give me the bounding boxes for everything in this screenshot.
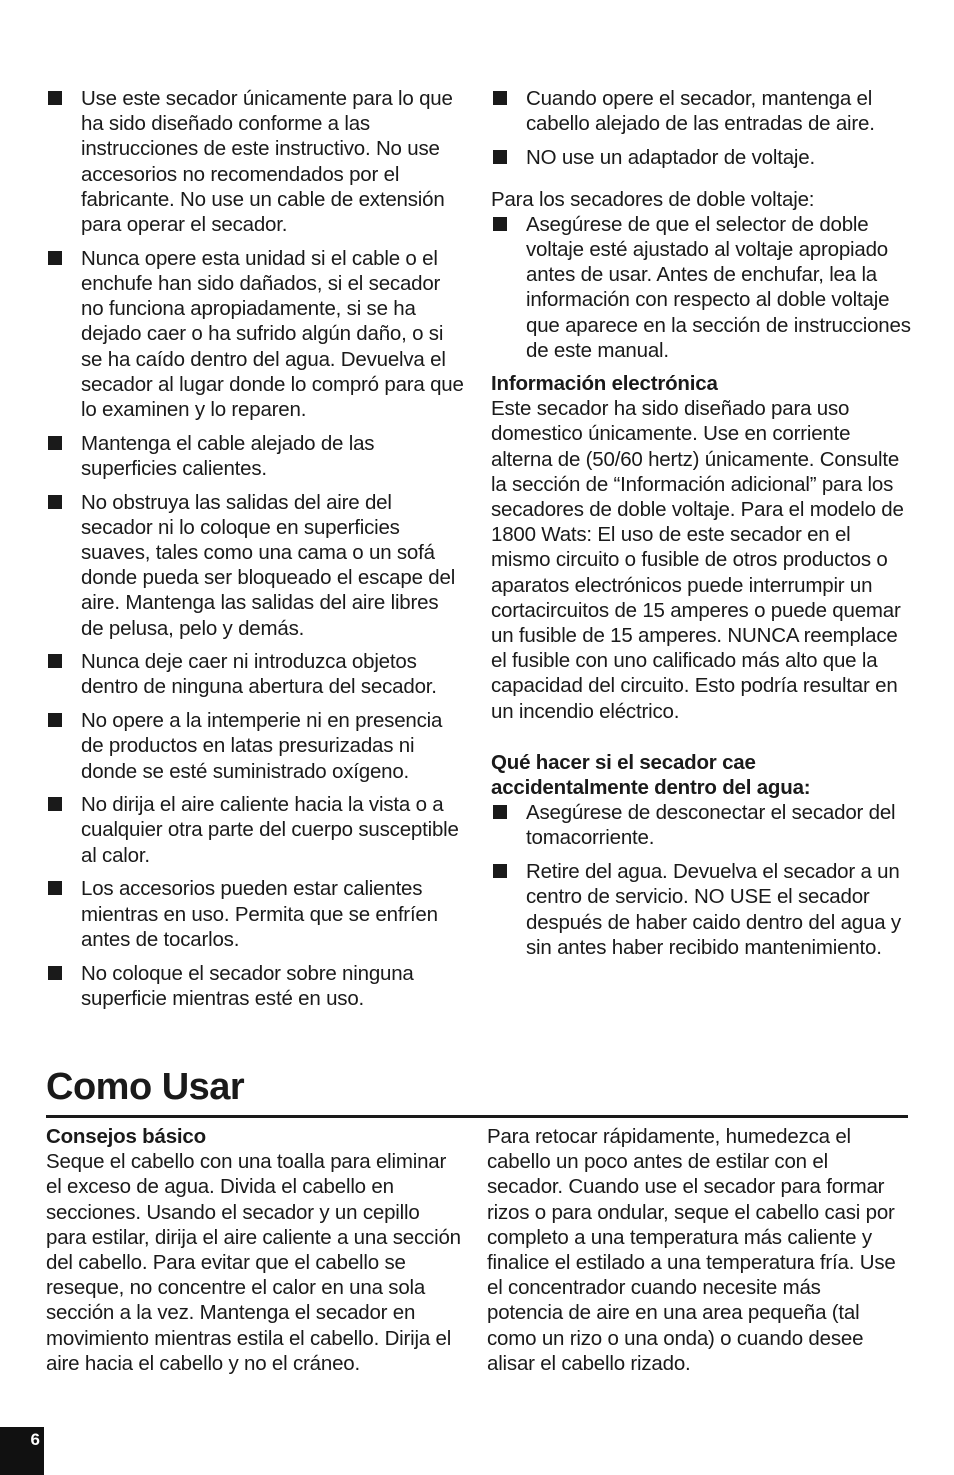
tips-body-right: Para retocar rápidamente, humedezca el cabello un poco antes de estilar con el secador. Cuando use el secador para formar rizos o para ondular, seque el cabello casi por completo a una temperatura más caliente y finalice el estilado a una temperatura fría. Use el concentrador cuando necesite más potencia de aire en una area pequeña (tal como un rizo o una onda) o cuando desee alisar el cabello rizado. <box>487 1125 896 1375</box>
dual-voltage-intro: Para los secadores de doble voltaje: <box>491 187 815 211</box>
water-accident-heading: Qué hacer si el secador cae accidentalmente dentro del agua: <box>491 750 811 800</box>
bullet-item: Use este secador únicamente para lo que ha sido diseñado conforme a las instrucciones de este instructivo. No use accesorios no recomendados por el fabricante. No use un cable de extensión para operar el secador. <box>46 86 466 237</box>
electronic-info-body: Este secador ha sido diseñado para uso domestico únicamente. Use en corriente alterna de (50/60 hertz) únicamente. Consulte la sección de “Información adicional” para los secadores de doble voltaje. Para el modelo de 1800 Wats: El uso de este secador en el mismo circuito o fusible de otros productos o aparatos electrónicos puede interrumpir un cortacircuitos de 15 amperes o puede quemar un fusible de 15 amperes. NUNCA reemplace el fusible con uno calificado más alto que la capacidad del circuito. Esto podría resultar en un incendio eléctrico. <box>491 397 904 723</box>
page-number: 6 <box>30 1430 40 1449</box>
bullet-item: No obstruya las salidas del aire del secador ni lo coloque en superficies suaves, tales como una cama o un sofá donde pueda ser bloqueado el escape del aire. Mantenga las salidas del aire libres de pelusa, pelo y demás. <box>46 490 466 641</box>
bullet-item: Cuando opere el secador, mantenga el cabello alejado de las entradas de aire. <box>491 86 911 136</box>
page-number-box <box>0 1427 44 1475</box>
tips-heading: Consejos básico <box>46 1125 206 1148</box>
tips-left-column <box>46 1124 461 1376</box>
bullet-item: No dirija el aire caliente hacia la vista o a cualquier otra parte del cuerpo susceptible al calor. <box>46 792 466 868</box>
section-title: Como Usar <box>46 1066 245 1108</box>
right-column-top <box>491 86 911 969</box>
electronic-info-heading: Información electrónica <box>491 372 718 396</box>
section-divider <box>46 1115 908 1118</box>
bullet-item: Retire del agua. Devuelva el secador a un centro de servicio. NO USE el secador después de haber caido dentro del agua y sin antes haber recibido mantenimiento. <box>491 859 911 960</box>
bullet-item: NO use un adaptador de voltaje. <box>491 145 911 170</box>
bullet-item: Nunca deje caer ni introduzca objetos dentro de ninguna abertura del secador. <box>46 649 466 699</box>
bullet-item: No opere a la intemperie ni en presencia de productos en latas presurizadas ni donde se esté suministrado oxígeno. <box>46 708 466 784</box>
bullet-item: Asegúrese de que el selector de doble voltaje esté ajustado al voltaje apropiado antes de usar. Antes de enchufar, lea la información con respecto al doble voltaje que aparece en la sección de instrucciones de este manual. <box>491 212 911 363</box>
tips-body: Seque el cabello con una toalla para eliminar el exceso de agua. Divida el cabello en secciones. Usando el secador y un cepillo para estilar, dirija el aire caliente a una sección del cabello. Para evitar que el cabello se reseque, no concentre el calor en una sola sección a la vez. Mantenga el secador en movimiento mientras estila el cabello. Dirija el aire hacia el cabello y no el cráneo. <box>46 1150 461 1375</box>
bullet-item: No coloque el secador sobre ninguna superficie mientras esté en uso. <box>46 961 466 1011</box>
tips-right-column <box>487 1124 902 1376</box>
bullet-item: Los accesorios pueden estar calientes mientras en uso. Permita que se enfríen antes de tocarlos. <box>46 876 466 952</box>
bullet-item: Asegúrese de desconectar el secador del tomacorriente. <box>491 800 911 850</box>
bullet-item: Mantenga el cable alejado de las superficies calientes. <box>46 431 466 481</box>
left-column-top <box>46 86 466 1019</box>
bullet-item: Nunca opere esta unidad si el cable o el enchufe han sido dañados, si el secador no funciona apropiadamente, si se ha dejado caer o ha sufrido algún daño, o si se ha caído dentro del agua. Devuelva el secador al lugar donde lo compró para que lo examinen y lo reparen. <box>46 246 466 422</box>
